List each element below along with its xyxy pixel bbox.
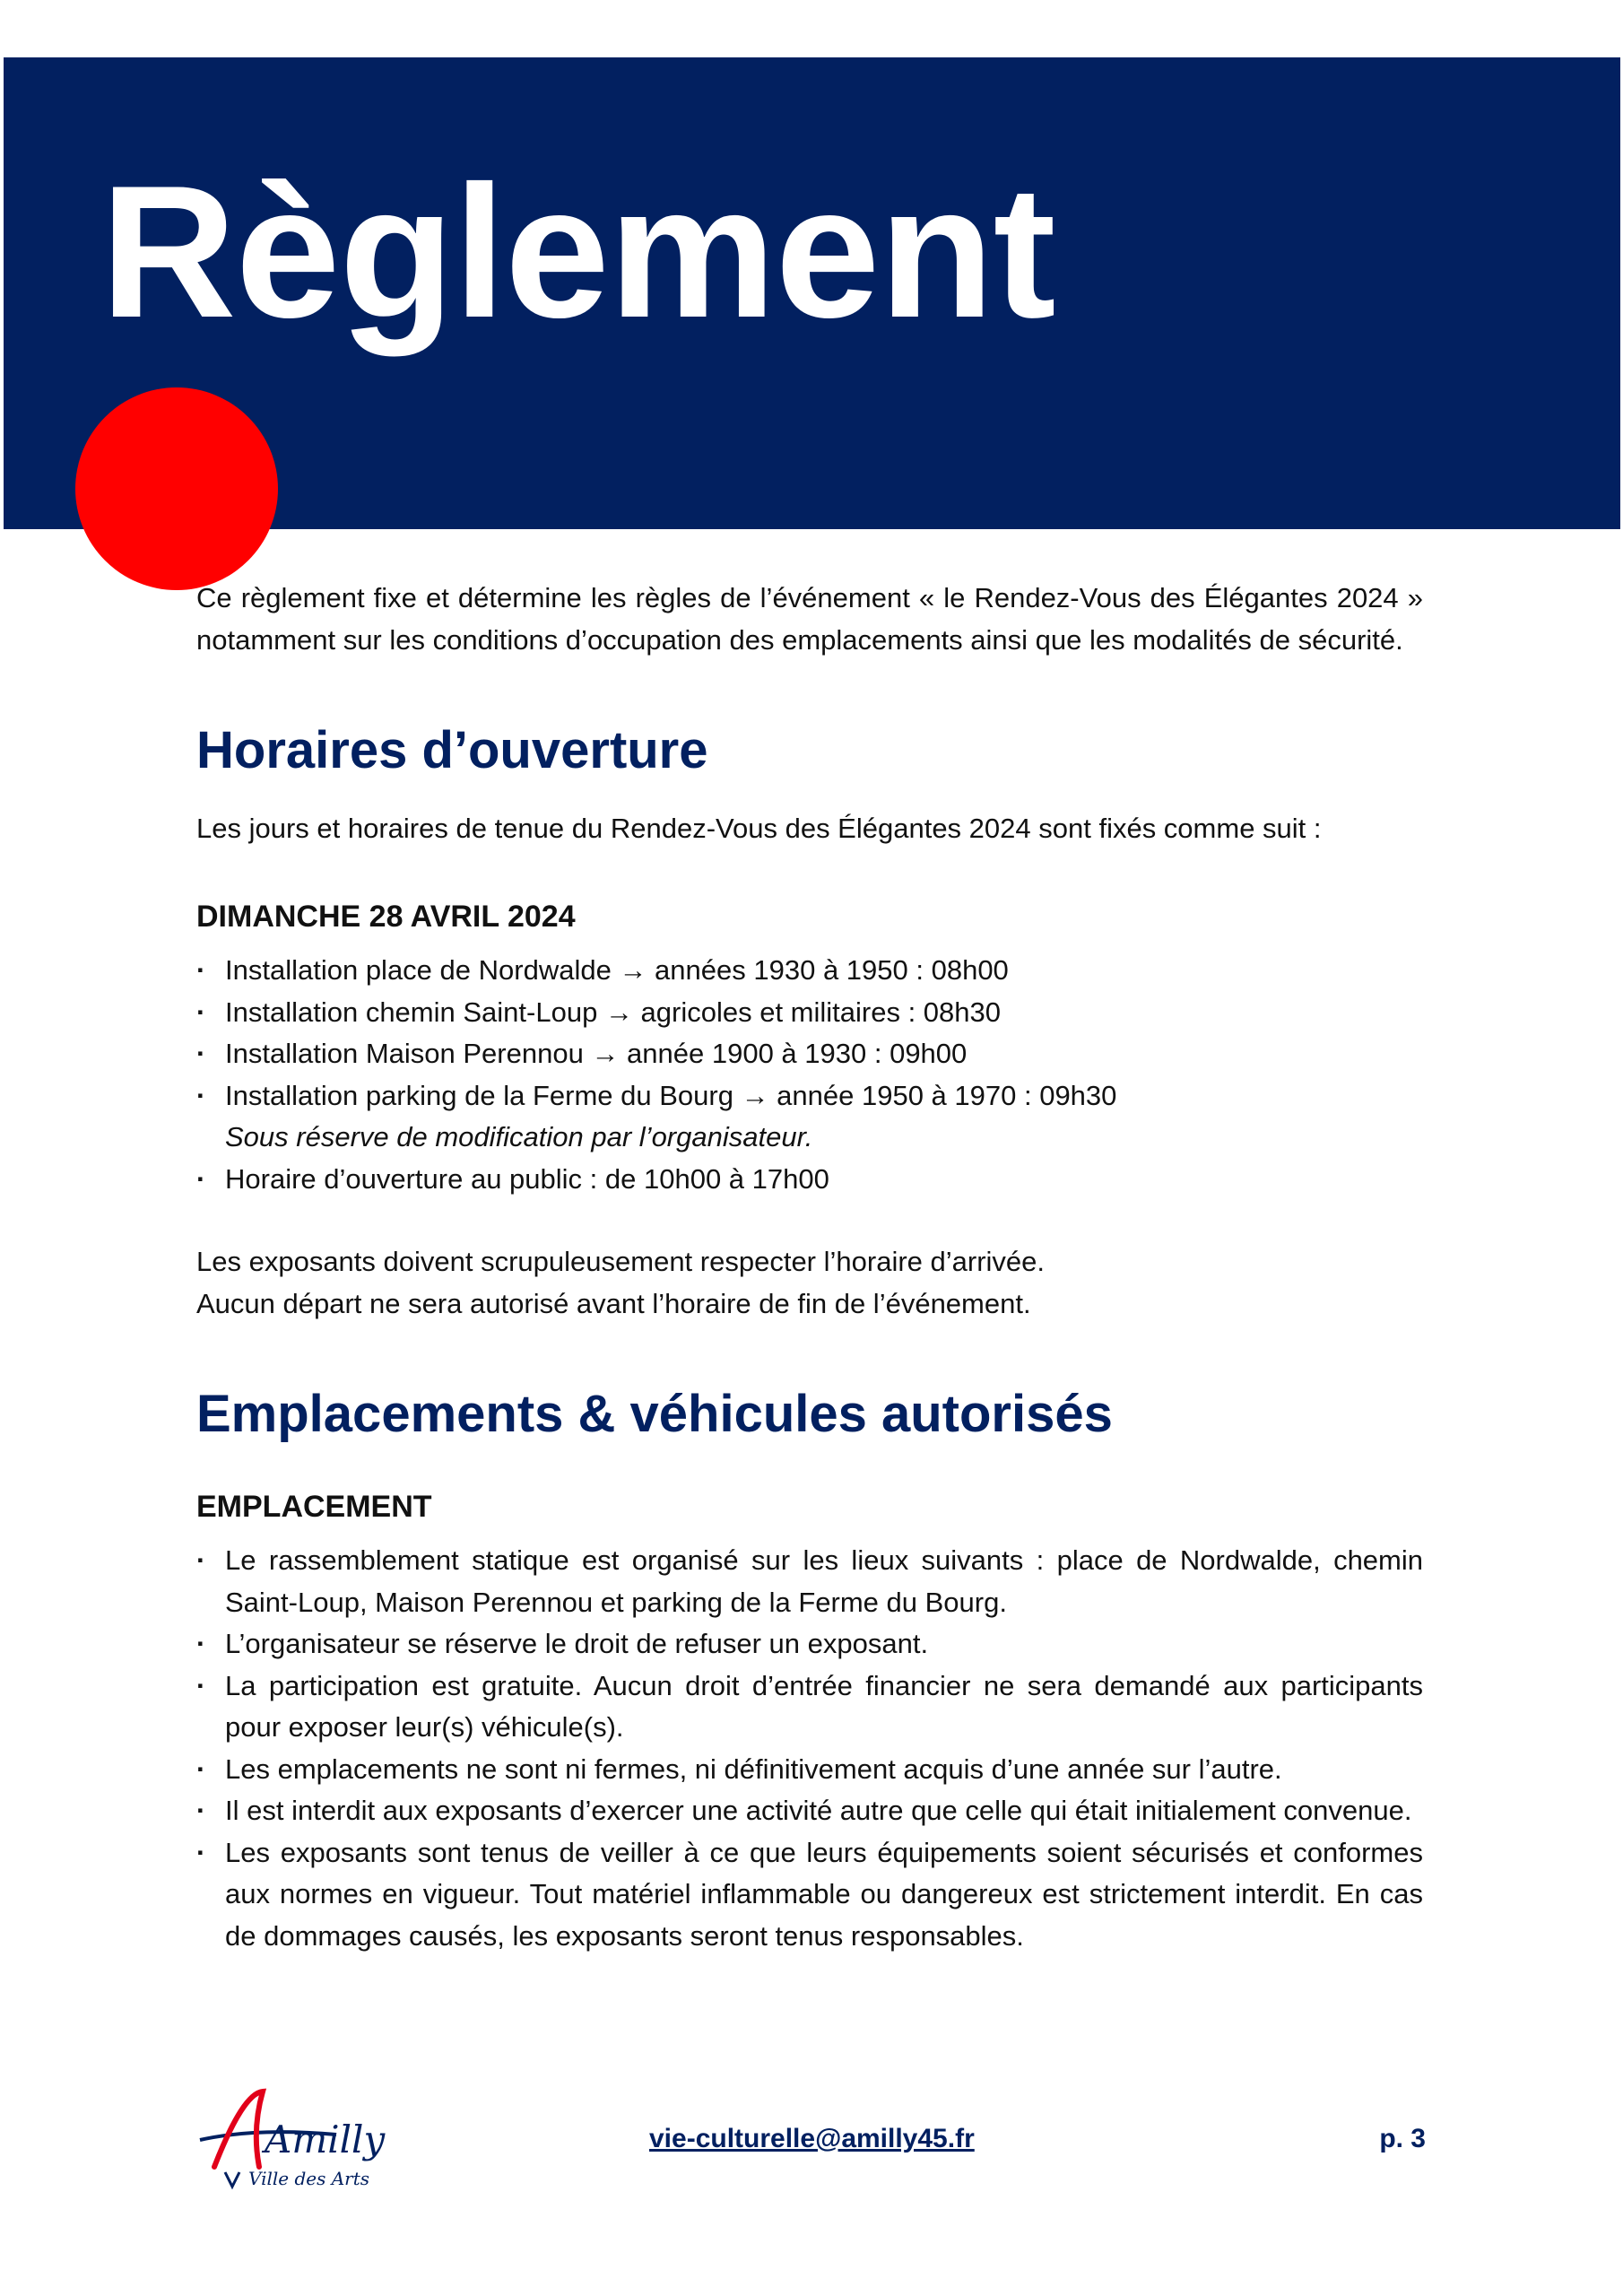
list-item-text: Installation Maison Perennou → année 1900 à 1930 : 09h00 [225, 1038, 968, 1070]
hours-lead: Les jours et horaires de tenue du Rendez-Vous des Élégantes 2024 sont fixés comme suit : [196, 812, 1322, 844]
amilly-logo [193, 2084, 386, 2196]
list-item-text: Installation chemin Saint-Loup → agricoles et militaires : 08h30 [225, 996, 1002, 1028]
day-heading: DIMANCHE 28 AVRIL 2024 [196, 900, 576, 935]
schedule-list [196, 950, 1423, 1200]
list-item [196, 1665, 1423, 1749]
list-item [196, 1540, 1423, 1623]
list-item [196, 1790, 1423, 1832]
list-item [196, 1832, 1423, 1958]
closing-line-departure: Aucun départ ne sera autorisé avant l’horaire de fin de l’événement. [196, 1287, 1031, 1319]
location-rules-list [196, 1540, 1423, 1957]
list-item [196, 1749, 1423, 1791]
list-item-text: Installation parking de la Ferme du Bourg → année 1950 à 1970 : 09h30 [225, 1079, 1117, 1111]
red-circle-decoration [75, 387, 278, 590]
section-heading-locations: Emplacements & véhicules autorisés [196, 1385, 1113, 1444]
page-number: p. 3 [1379, 2124, 1426, 2153]
list-item [196, 1033, 1423, 1075]
list-item-text: Les emplacements ne sont ni fermes, ni définitivement acquis d’une année sur l’autre. [225, 1752, 1282, 1785]
public-hours-text: Horaire d’ouverture au public : de 10h00 à 17h00 [225, 1162, 829, 1195]
closing-line-arrival: Les exposants doivent scrupuleusement respecter l’horaire d’arrivée. [196, 1246, 1045, 1278]
list-item-text: La participation est gratuite. Aucun droit d’entrée financier ne sera demandé aux participants pour exposer leur(s) véhicule(s). [225, 1669, 1423, 1744]
intro-paragraph: Ce règlement fixe et détermine les règles de l’événement « le Rendez-Vous des Élégantes 2024 » notamment sur les conditions d’occupation des emplacements ainsi que les modalités de sécurité. [196, 582, 1423, 656]
list-item [196, 992, 1423, 1034]
contact-email-link[interactable]: vie-culturelle@amilly45.fr [649, 2124, 975, 2153]
subheading-emplacement: EMPLACEMENT [196, 1490, 432, 1525]
section-heading-hours: Horaires d’ouverture [196, 721, 708, 779]
logo-wordmark: Amilly [265, 2118, 386, 2161]
list-item [196, 1159, 1423, 1201]
list-item-text: Il est interdit aux exposants d’exercer une activité autre que celle qui était initialement convenue. [225, 1795, 1412, 1827]
list-item [196, 1623, 1423, 1665]
page-footer [0, 2072, 1623, 2206]
logo-subtext: Ville des Arts [248, 2168, 370, 2189]
page-title: Règlement [100, 146, 1055, 357]
header-banner [4, 57, 1620, 529]
list-item [196, 950, 1423, 992]
main-content [196, 578, 1423, 1957]
list-item [196, 1075, 1423, 1159]
schedule-note: Sous réserve de modification par l’organisateur. [225, 1121, 813, 1153]
list-item-text: Le rassemblement statique est organisé sur les lieux suivants : place de Nordwalde, chemin Saint-Loup, Maison Perennou et parking de la Ferme du Bourg. [225, 1544, 1423, 1618]
list-item-text: Les exposants sont tenus de veiller à ce que leurs équipements soient sécurisés et conformes aux normes en vigueur. Tout matériel inflammable ou dangereux est strictement interdit. En cas de dommages causés, les exposants seront tenus responsables. [225, 1836, 1423, 1952]
list-item-text: Installation place de Nordwalde → années 1930 à 1950 : 08h00 [225, 954, 1009, 987]
list-item-text: L’organisateur se réserve le droit de refuser un exposant. [225, 1628, 929, 1660]
